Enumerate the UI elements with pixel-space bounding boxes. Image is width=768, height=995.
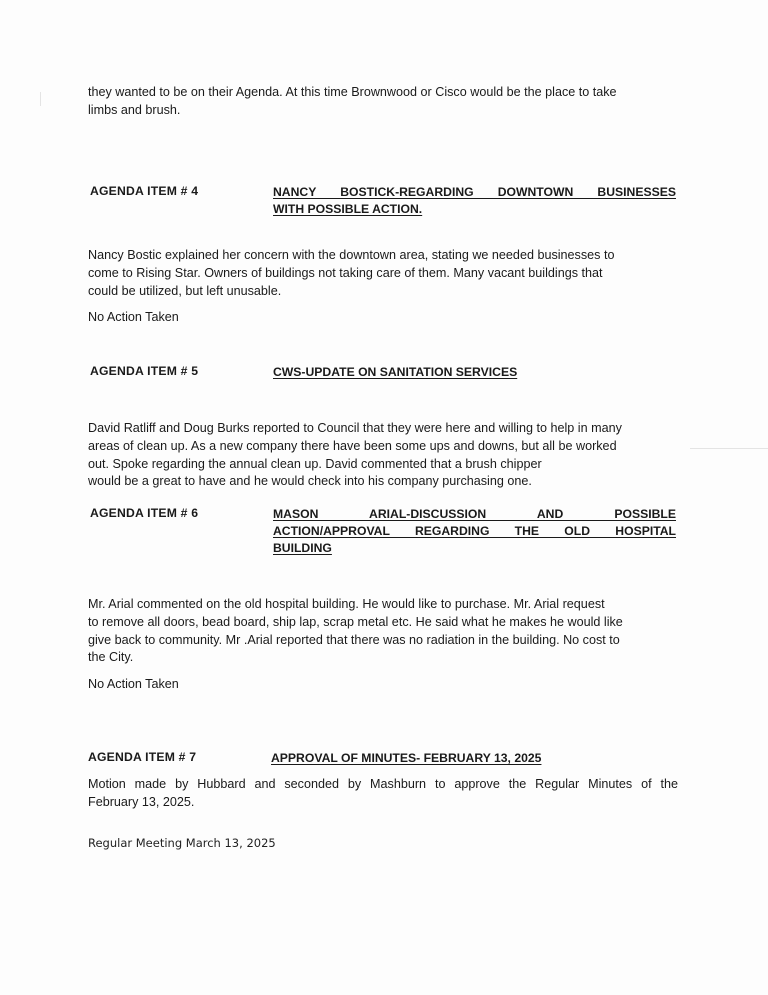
title-line: APPROVAL OF MINUTES- FEBRUARY 13, 2025 [271,751,542,765]
body-line: give back to community. Mr .Arial reported that there was no radiation in the building. No cost to [88,632,620,647]
agenda-item-5-label: AGENDA ITEM # 5 [90,364,199,378]
agenda-item-7-body [88,776,678,812]
agenda-item-4-body [88,247,678,300]
body-line: to remove all doors, bead board, ship lap, scrap metal etc. He said what he makes he would like [88,614,623,629]
title-line: NANCY BOSTICK-REGARDING DOWNTOWN BUSINESSES [273,185,676,199]
agenda-item-4-label: AGENDA ITEM # 4 [90,184,199,198]
title-line: BUILDING [273,541,332,555]
body-line: David Ratliff and Doug Burks reported to Council that they were here and willing to help in many [88,421,622,435]
intro-line: they wanted to be on their Agenda. At this time Brownwood or Cisco would be the place to take [88,85,617,99]
agenda-item-4-title [273,184,676,218]
page-footer: Regular Meeting March 13, 2025 [88,836,276,850]
title-line: MASON ARIAL-DISCUSSION AND POSSIBLE [273,507,676,521]
agenda-item-4-action: No Action Taken [88,310,179,324]
scan-mark [40,92,41,106]
title-line: ACTION/APPROVAL REGARDING THE OLD HOSPITAL [273,524,676,538]
body-line: areas of clean up. As a new company there have been some ups and downs, but all be worked [88,438,617,453]
agenda-item-6-body [88,596,678,667]
agenda-item-6-title [273,506,676,557]
intro-paragraph [88,84,678,120]
body-line: would be a great to have and he would check into his company purchasing one. [88,474,532,489]
agenda-item-7-title [271,750,674,767]
body-line: could be utilized, but left unusable. [88,283,282,298]
title-line: CWS-UPDATE ON SANITATION SERVICES [273,365,518,379]
agenda-item-6-action: No Action Taken [88,677,179,691]
body-line: Mr. Arial commented on the old hospital building. He would like to purchase. Mr. Arial request [88,597,605,611]
body-line: the City. [88,650,134,665]
body-line: February 13, 2025. [88,794,195,809]
agenda-item-5-title [273,364,676,381]
body-line: come to Rising Star. Owners of buildings not taking care of them. Many vacant buildings that [88,265,603,280]
scan-mark [690,448,768,449]
body-line: out. Spoke regarding the annual clean up. David commented that a brush chipper [88,456,542,471]
intro-line: limbs and brush. [88,102,181,117]
agenda-item-6-label: AGENDA ITEM # 6 [90,506,199,520]
body-line: Motion made by Hubbard and seconded by Mashburn to approve the Regular Minutes of the [88,777,678,791]
agenda-item-7-label: AGENDA ITEM # 7 [88,750,197,764]
body-line: Nancy Bostic explained her concern with the downtown area, stating we needed businesses to [88,248,615,262]
title-line: WITH POSSIBLE ACTION. [273,202,423,216]
agenda-item-5-body [88,420,678,491]
